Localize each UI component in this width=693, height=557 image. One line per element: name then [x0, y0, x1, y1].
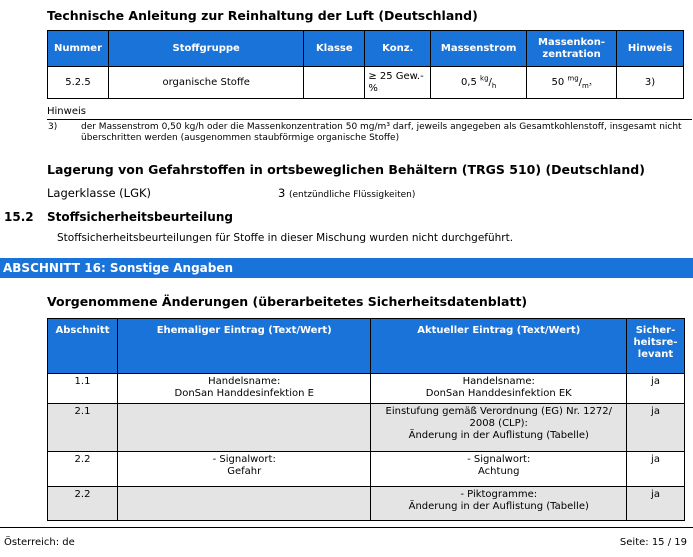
hinweis-divider — [47, 119, 692, 120]
lagerklasse-value — [278, 186, 415, 200]
neu-line-1: - Signalwort: — [467, 454, 531, 465]
table-row — [48, 487, 685, 521]
table-row — [48, 404, 685, 452]
alt-line-1: - Signalwort: — [212, 454, 276, 465]
col-konz: Konz. — [365, 31, 431, 67]
footer-country: Österreich: de — [4, 537, 75, 548]
cell-alt — [117, 487, 371, 521]
cell-massenkonzentration: 50 $^{mg}/_{m^3}$ — [527, 67, 617, 99]
alt-line-2: DonSan Handdesinfektion E — [174, 388, 314, 399]
col-aktueller-eintrag: Aktueller Eintrag (Text/Wert) — [371, 319, 627, 374]
col-abschnitt: Abschnitt — [48, 319, 118, 374]
col-stoffgruppe: Stoffgruppe — [108, 31, 303, 67]
cell-relevant: ja — [627, 452, 685, 487]
massenstrom-value: 0,5 — [460, 76, 477, 88]
cell-massenstrom: 0,5 $^{kg}/_h$ — [431, 67, 527, 99]
col-klasse: Klasse — [304, 31, 365, 67]
cell-konz: ≥ 25 Gew.-% — [365, 67, 431, 99]
cell-nummer: 5.2.5 — [48, 67, 109, 99]
col-massenkonzentration: Massenkon-zentration — [527, 31, 617, 67]
cell-abschnitt: 2.1 — [48, 404, 118, 452]
alt-line-2: Gefahr — [227, 466, 262, 477]
col-ehemaliger-eintrag: Ehemaliger Eintrag (Text/Wert) — [117, 319, 371, 374]
luft-heading: Technische Anleitung zur Reinhaltung der Luft (Deutschland) — [47, 8, 478, 23]
massenkonz-value: 50 — [551, 76, 565, 88]
neu-line-2: Änderung in der Auflistung (Tabelle) — [408, 501, 589, 512]
cell-alt — [117, 374, 371, 404]
cell-neu — [371, 404, 627, 452]
aenderungen-heading: Vorgenommene Änderungen (überarbeitetes Sicherheitsdatenblatt) — [47, 294, 528, 309]
cell-klasse — [304, 67, 365, 99]
cell-hinweis: 3) — [617, 67, 684, 99]
col-massenstrom: Massenstrom — [431, 31, 527, 67]
cell-abschnitt: 2.2 — [48, 452, 118, 487]
luft-table — [47, 30, 684, 99]
table-row — [48, 374, 685, 404]
neu-line-1: Handelsname: — [462, 376, 535, 387]
massenstrom-unit-num: kg — [480, 74, 489, 83]
aenderungen-table — [47, 318, 685, 521]
massenkonz-unit-num: mg — [567, 74, 579, 83]
section-15-2-title: Stoffsicherheitsbeurteilung — [47, 210, 233, 224]
neu-line-3: Änderung in der Auflistung (Tabelle) — [408, 430, 589, 441]
cell-abschnitt: 2.2 — [48, 487, 118, 521]
lagerklasse-note: (entzündliche Flüssigkeiten) — [288, 190, 416, 200]
cell-relevant: ja — [627, 374, 685, 404]
col-hinweis: Hinweis — [617, 31, 684, 67]
lagerung-heading: Lagerung von Gefahrstoffen in ortsbeweglichen Behältern (TRGS 510) (Deutschland) — [47, 162, 645, 177]
cell-stoffgruppe: organische Stoffe — [108, 67, 303, 99]
section-15-2-text: Stoffsicherheitsbeurteilungen für Stoffe in dieser Mischung wurden nicht durchgeführt. — [57, 232, 514, 244]
massenkonz-unit-den: m³ — [582, 81, 592, 90]
lagerklasse-label: Lagerklasse (LGK) — [47, 186, 152, 200]
section-16-bar: ABSCHNITT 16: Sonstige Angaben — [0, 258, 693, 278]
massenstrom-unit-den: h — [491, 81, 497, 90]
neu-line-1: Einstufung gemäß Verordnung (EG) Nr. 1272/ — [385, 406, 612, 417]
cell-relevant: ja — [627, 487, 685, 521]
cell-alt — [117, 452, 371, 487]
section-15-2-number: 15.2 — [4, 210, 34, 224]
alt-line-1: Handelsname: — [208, 376, 281, 387]
footnote-marker: 3) — [48, 122, 58, 132]
footer-divider — [0, 527, 693, 528]
lagerklasse-number: 3 — [278, 186, 286, 200]
cell-relevant: ja — [627, 404, 685, 452]
table-row — [48, 452, 685, 487]
neu-line-2: Achtung — [478, 466, 520, 477]
cell-neu — [371, 452, 627, 487]
table-row — [48, 67, 684, 99]
neu-line-2: DonSan Handdesinfektion EK — [425, 388, 572, 399]
col-nummer: Nummer — [48, 31, 109, 67]
hinweis-label: Hinweis — [47, 106, 86, 117]
cell-alt — [117, 404, 371, 452]
col-sicherheitsrelevant: Sicher-heitsre-levant — [627, 319, 685, 374]
neu-line-1: - Piktogramme: — [460, 489, 538, 500]
footer-page-number: Seite: 15 / 19 — [619, 537, 687, 548]
neu-line-2: 2008 (CLP): — [469, 418, 528, 429]
cell-abschnitt: 1.1 — [48, 374, 118, 404]
footnote-text: der Massenstrom 0,50 kg/h oder die Massenkonzentration 50 mg/m³ darf, jeweils angegeben als Gesamtkohlenstoff, insgesamt nicht überschritten werden (ausgenommen staubförmige organische Stoffe) — [81, 122, 682, 143]
cell-neu — [371, 487, 627, 521]
cell-neu — [371, 374, 627, 404]
